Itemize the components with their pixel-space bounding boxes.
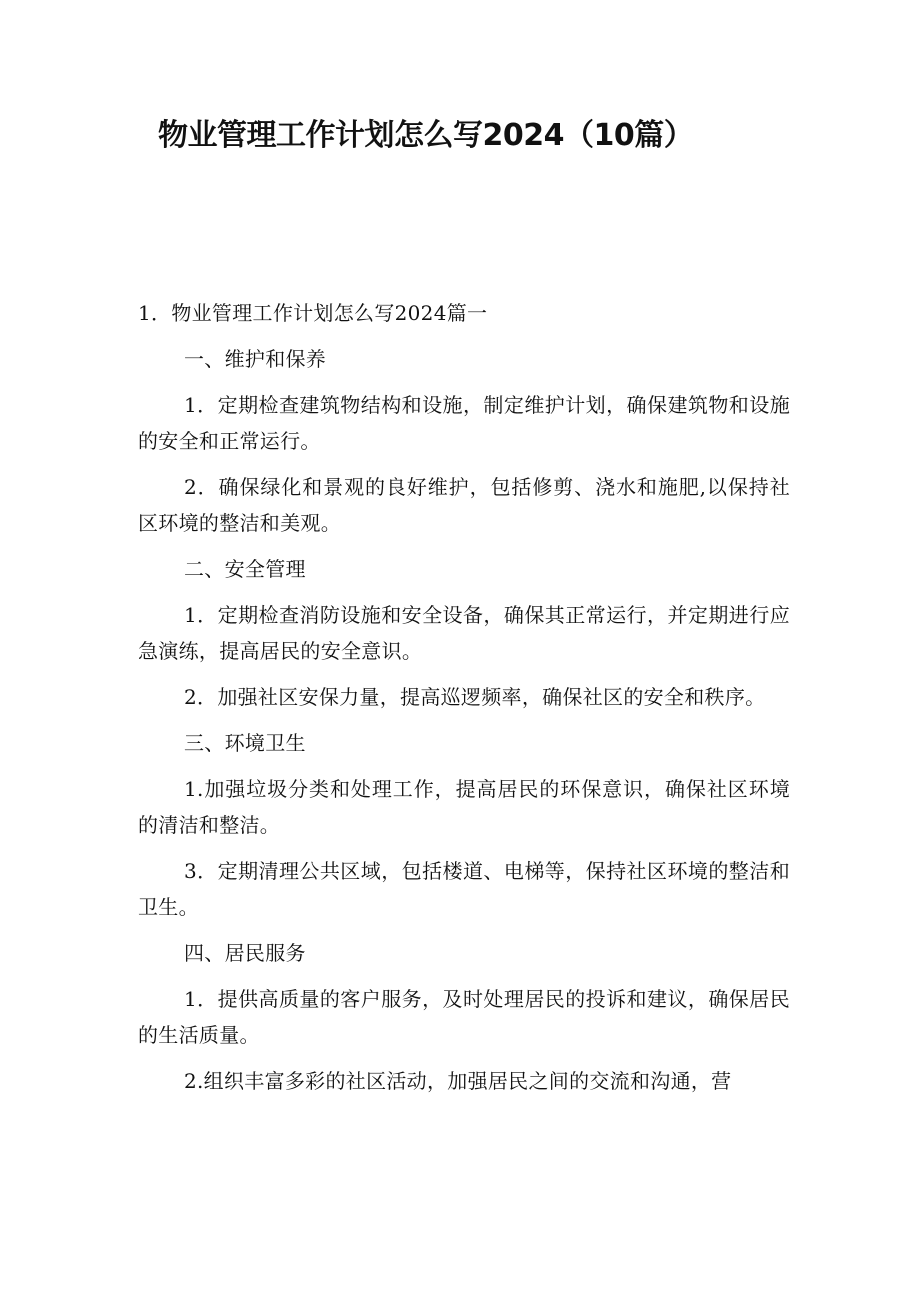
- paragraph-maintenance-1: 1．定期检查建筑物结构和设施，制定维护计划，确保建筑物和设施的安全和正常运行。: [138, 393, 790, 453]
- section-heading-resident-services: 四、居民服务: [184, 941, 306, 965]
- document-body: [138, 295, 790, 1109]
- paragraph-resident-services-1: 1．提供高质量的客户服务，及时处理居民的投诉和建议，确保居民的生活质量。: [138, 987, 790, 1047]
- section-heading-maintenance: 一、维护和保养: [184, 347, 327, 371]
- paragraph-sanitation-2: 3．定期清理公共区域，包括楼道、电梯等，保持社区环境的整洁和卫生。: [138, 859, 790, 919]
- article-heading: 1．物业管理工作计划怎么写2024篇一: [138, 301, 488, 325]
- paragraph-maintenance-2: 2．确保绿化和景观的良好维护，包括修剪、浇水和施肥,以保持社区环境的整洁和美观。: [138, 475, 790, 535]
- section-heading-sanitation: 三、环境卫生: [184, 731, 306, 755]
- section-heading-security: 二、安全管理: [184, 557, 306, 581]
- document-title: 物业管理工作计划怎么写2024（10篇）: [158, 118, 694, 153]
- paragraph-resident-services-2: 2.组织丰富多彩的社区活动，加强居民之间的交流和沟通，营: [184, 1069, 732, 1093]
- paragraph-sanitation-1: 1.加强垃圾分类和处理工作，提高居民的环保意识，确保社区环境的清洁和整洁。: [138, 777, 790, 837]
- paragraph-security-2: 2．加强社区安保力量，提高巡逻频率，确保社区的安全和秩序。: [184, 685, 766, 709]
- paragraph-security-1: 1．定期检查消防设施和安全设备，确保其正常运行，并定期进行应急演练，提高居民的安全意识。: [138, 603, 790, 663]
